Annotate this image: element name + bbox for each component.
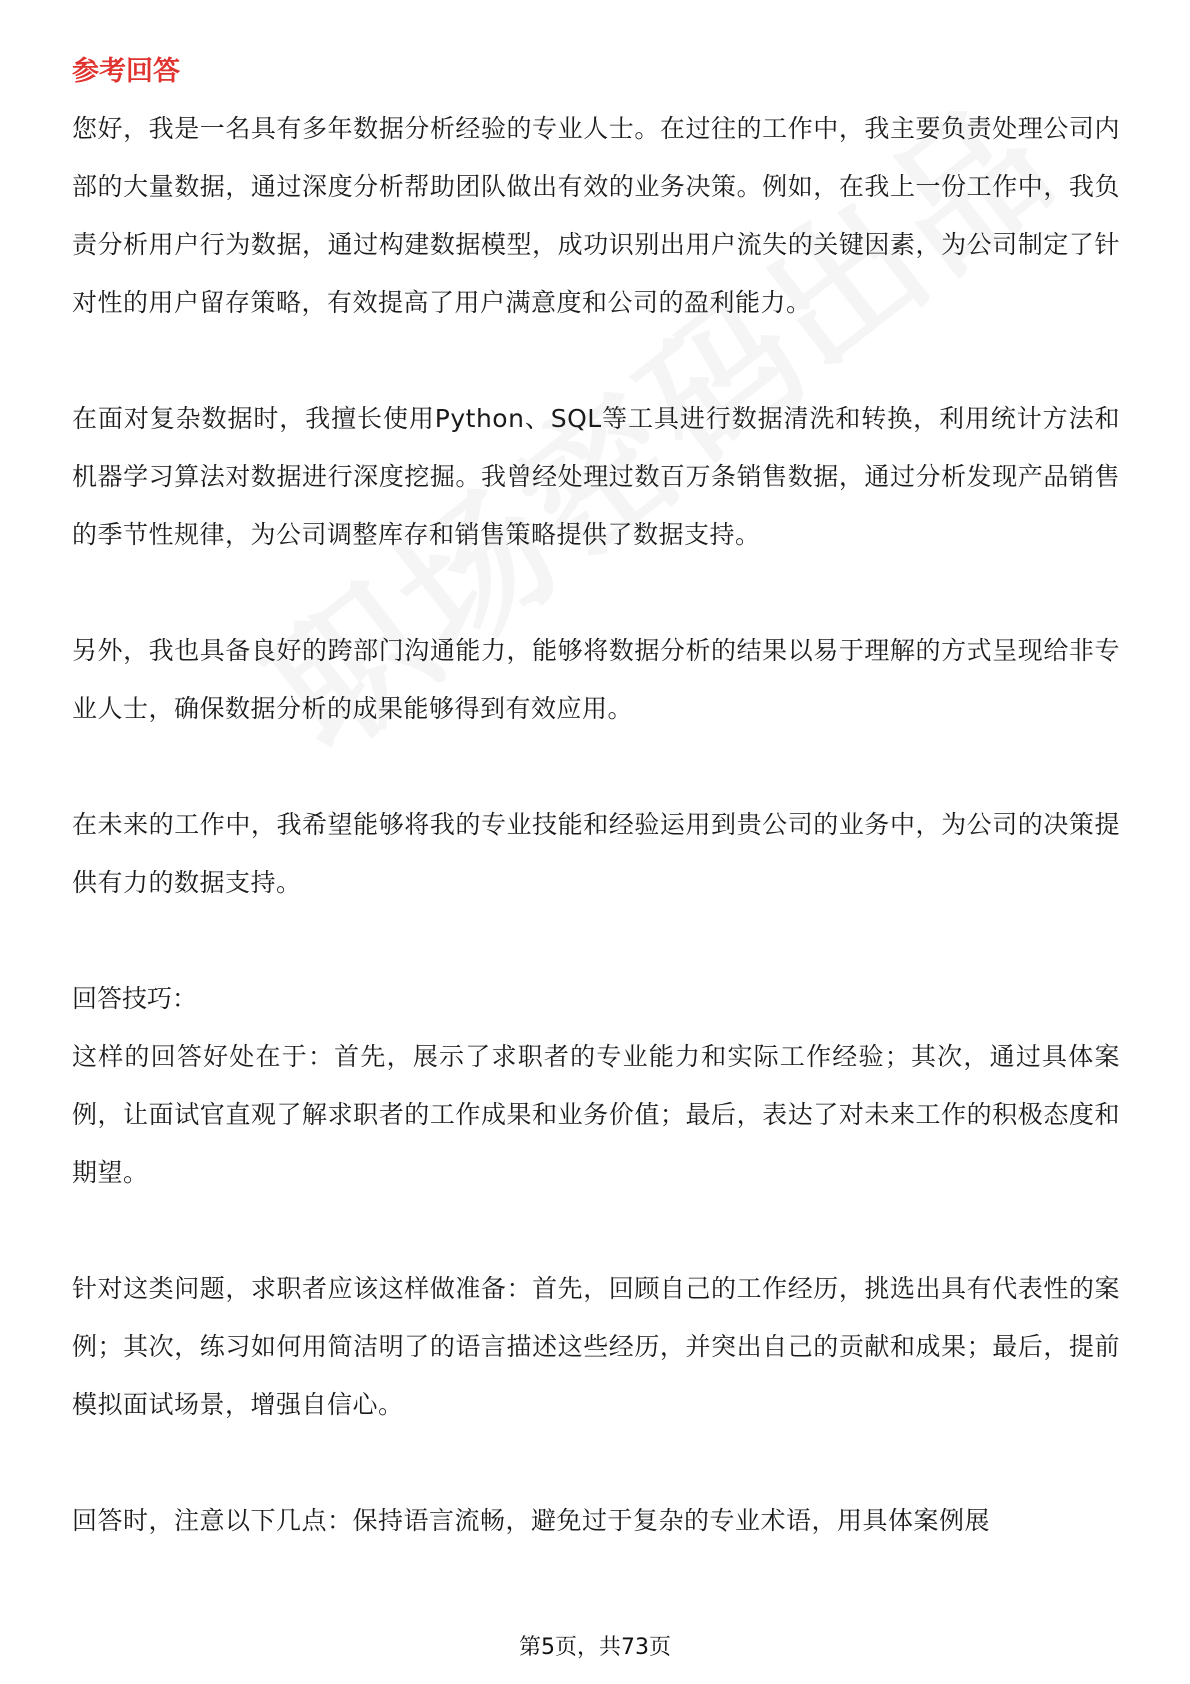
answer-paragraph-3: 另外，我也具备良好的跨部门沟通能力，能够将数据分析的结果以易于理解的方式呈现给非专业人士，确保数据分析的成果能够得到有效应用。 [72,636,1120,723]
answer-paragraph-4: 在未来的工作中，我希望能够将我的专业技能和经验运用到贵公司的业务中，为公司的决策提供有力的数据支持。 [72,810,1120,897]
tips-paragraph-2: 针对这类问题，求职者应该这样做准备：首先，回顾自己的工作经历，挑选出具有代表性的案例；其次，练习如何用简洁明了的语言描述这些经历，并突出自己的贡献和成果；最后，提前模拟面试场景，增强自信心。 [72,1274,1120,1419]
tips-paragraph-1: 这样的回答好处在于：首先，展示了求职者的专业能力和实际工作经验；其次，通过具体案例，让面试官直观了解求职者的工作成果和业务价值；最后，表达了对未来工作的积极态度和期望。 [72,1042,1120,1187]
page-number: 第5页，共73页 [519,1635,671,1660]
answer-paragraph-1: 您好，我是一名具有多年数据分析经验的专业人士。在过往的工作中，我主要负责处理公司内部的大量数据，通过深度分析帮助团队做出有效的业务决策。例如，在我上一份工作中，我负责分析用户行为数据，通过构建数据模型，成功识别出用户流失的关键因素，为公司制定了针对性的用户留存策略，有效提高了用户满意度和公司的盈利能力。 [72,114,1120,317]
tips-paragraph-3: 回答时，注意以下几点：保持语言流畅，避免过于复杂的专业术语，用具体案例展 [72,1506,991,1535]
content-body [72,48,1120,1550]
answer-paragraph-2: 在面对复杂数据时，我擅长使用Python、SQL等工具进行数据清洗和转换，利用统计方法和机器学习算法对数据进行深度挖掘。我曾经处理过数百万条销售数据，通过分析发现产品销售的季节性规律，为公司调整库存和销售策略提供了数据支持。 [72,404,1120,549]
section-title: 参考回答 [72,56,180,87]
tips-label: 回答技巧： [72,984,198,1013]
